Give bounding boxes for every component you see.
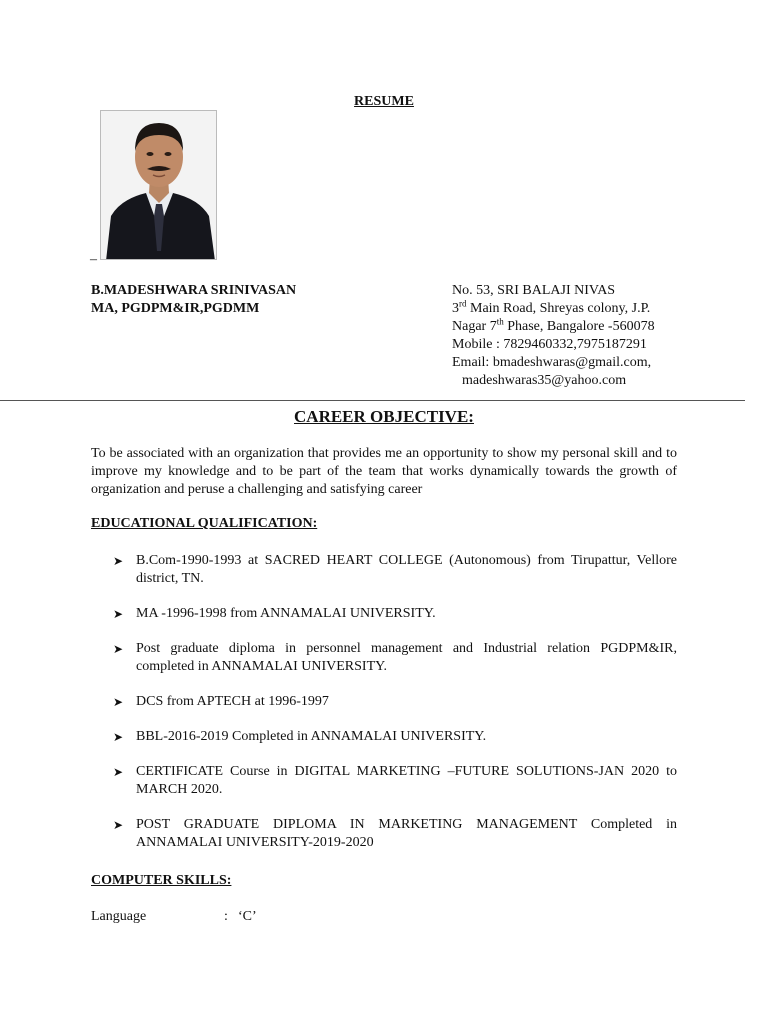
address-line-2-number: 3 — [452, 301, 459, 316]
language-label: Language — [91, 909, 147, 924]
education-item-text: B.Com-1990-1993 at SACRED HEART COLLEGE (Autonomous) from Tirupattur, Vellore district, TN. — [136, 553, 677, 586]
candidate-header — [91, 282, 296, 318]
arrow-bullet-icon: ➤ — [113, 765, 124, 779]
address-line-2-rest: Main Road, Shreyas colony, J.P. — [466, 301, 651, 316]
arrow-bullet-icon: ➤ — [113, 818, 124, 832]
portrait-image — [101, 111, 217, 260]
education-item-text: DCS from APTECH at 1996-1997 — [136, 694, 329, 709]
education-item — [113, 552, 677, 588]
address-line-3 — [452, 318, 655, 336]
arrow-bullet-icon: ➤ — [113, 730, 124, 744]
resume-title: RESUME — [354, 94, 414, 109]
education-item — [113, 816, 677, 852]
education-item-text: Post graduate diploma in personnel management and Industrial relation PGDPM&IR, completed in ANNAMALAI UNIVERSITY. — [136, 641, 677, 674]
stray-dash: – — [90, 252, 97, 267]
education-item — [113, 763, 677, 799]
computer-skills-heading: COMPUTER SKILLS: — [91, 873, 232, 888]
contact-address-block — [452, 282, 655, 390]
email-primary: Email: bmadeshwaras@gmail.com, — [452, 355, 652, 370]
address-line-3-number: Nagar 7 — [452, 319, 497, 334]
arrow-bullet-icon: ➤ — [113, 607, 124, 621]
arrow-bullet-icon: ➤ — [113, 554, 124, 568]
education-item-text: MA -1996-1998 from ANNAMALAI UNIVERSITY. — [136, 606, 436, 621]
address-line-3-rest: Phase, Bangalore -560078 — [503, 319, 655, 334]
address-line-3-suffix: th — [496, 316, 504, 327]
education-heading: EDUCATIONAL QUALIFICATION: — [91, 516, 318, 531]
email-secondary: madeshwaras35@yahoo.com — [462, 373, 627, 388]
address-line-1: No. 53, SRI BALAJI NIVAS — [452, 283, 616, 298]
education-item — [113, 640, 677, 676]
address-line-2-suffix: rd — [459, 298, 467, 309]
candidate-name: B.MADESHWARA SRINIVASAN — [91, 283, 297, 298]
career-objective-text: To be associated with an organization that provides me an opportunity to show my personal skill and to improve my knowledge and to be part of the team that works dynamically towards the growth of organization and peruse a challenging and satisfying career — [91, 446, 677, 497]
education-item-text: CERTIFICATE Course in DIGITAL MARKETING –FUTURE SOLUTIONS-JAN 2020 to MARCH 2020. — [136, 764, 677, 797]
profile-photo — [100, 110, 217, 260]
address-line-2 — [452, 300, 655, 318]
career-objective-heading: CAREER OBJECTIVE: — [294, 407, 474, 426]
education-item — [113, 728, 677, 746]
language-value: ‘C’ — [238, 909, 257, 924]
arrow-bullet-icon: ➤ — [113, 695, 124, 709]
candidate-degrees: MA, PGDPM&IR,PGDMM — [91, 301, 260, 316]
mobile-numbers: Mobile : 7829460332,7975187291 — [452, 337, 647, 352]
header-divider — [0, 400, 745, 401]
language-separator: : — [224, 909, 228, 924]
education-item-text: BBL-2016-2019 Completed in ANNAMALAI UNIVERSITY. — [136, 729, 487, 744]
education-item-text: POST GRADUATE DIPLOMA IN MARKETING MANAGEMENT Completed in ANNAMALAI UNIVERSITY-2019-2020 — [136, 817, 677, 850]
education-item — [113, 605, 677, 623]
education-list — [113, 552, 677, 869]
education-item — [113, 693, 677, 711]
arrow-bullet-icon: ➤ — [113, 642, 124, 656]
